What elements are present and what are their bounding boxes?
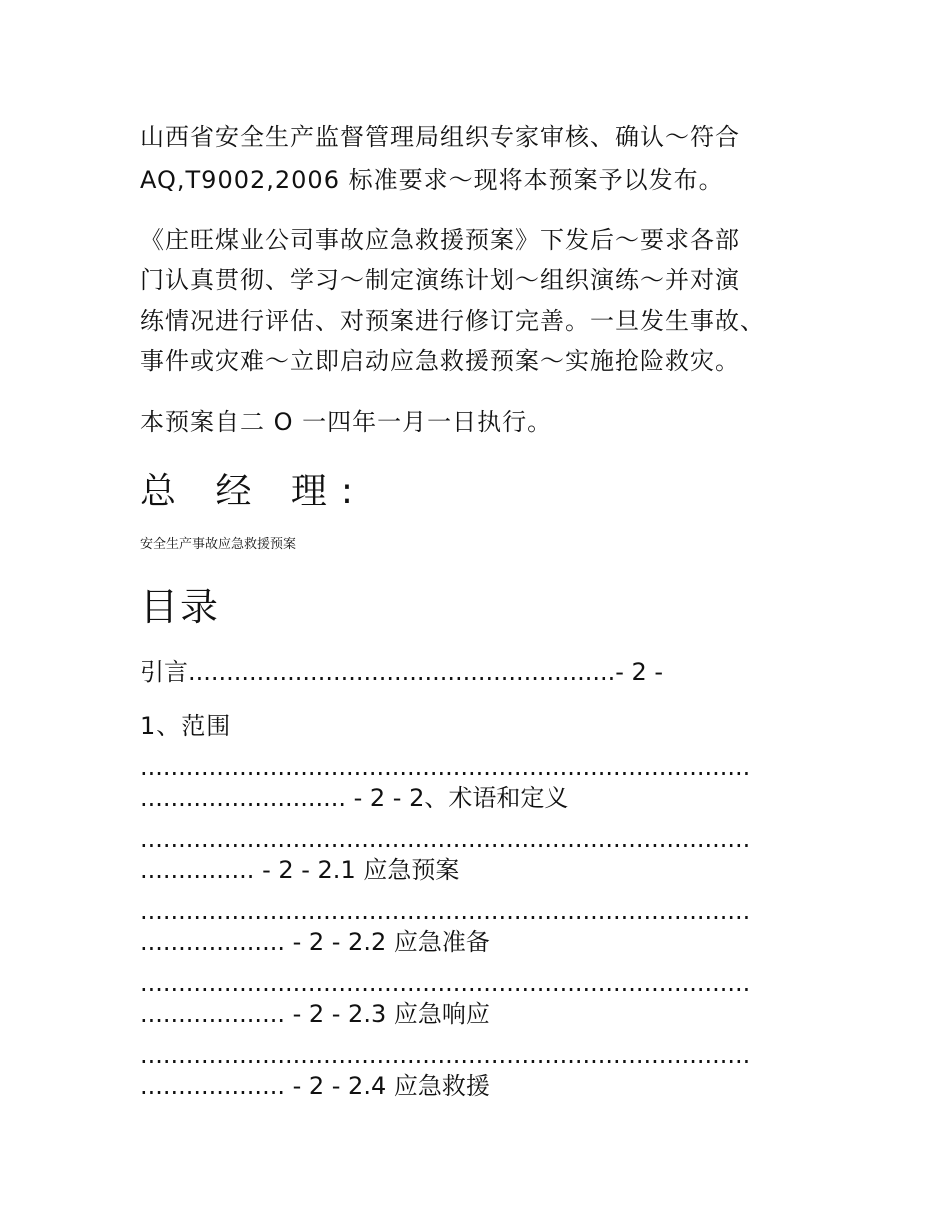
toc-entry[interactable]: ........................... - 2 - 2、术语和定义 xyxy=(140,784,569,812)
toc-entry[interactable]: 引言........................................................- 2 - xyxy=(140,658,664,686)
paragraph-line: 门认真贯彻、学习～制定演练计划～组织演练～并对演 xyxy=(140,266,740,294)
toc-entry[interactable]: ................... - 2 - 2.4 应急救援 xyxy=(140,1072,490,1100)
toc-entry[interactable]: ................... - 2 - 2.2 应急准备 xyxy=(140,928,490,956)
toc-entry[interactable]: 1、范围 xyxy=(140,712,232,740)
toc-dot-leader: ................................................................................ xyxy=(140,897,751,925)
toc-entry[interactable]: ................... - 2 - 2.3 应急响应 xyxy=(140,1000,490,1028)
toc-dot-leader: ................................................................................ xyxy=(140,753,751,781)
paragraph-line: 练情况进行评估、对预案进行修订完善。一旦发生事故、 xyxy=(140,307,765,335)
paragraph-line: 山西省安全生产监督管理局组织专家审核、确认～符合 xyxy=(140,123,740,151)
toc-dot-leader: ................................................................................ xyxy=(140,1041,751,1069)
paragraph-line: 事件或灾难～立即启动应急救援预案～实施抢险救灾。 xyxy=(140,347,740,375)
toc-entry[interactable]: ............... - 2 - 2.1 应急预案 xyxy=(140,856,460,884)
toc-dot-leader: ................................................................................ xyxy=(140,825,751,853)
toc-heading: 目录 xyxy=(140,585,221,629)
document-subtitle: 安全生产事故应急救援预案 xyxy=(140,537,297,552)
paragraph-line: 《庄旺煤业公司事故应急救援预案》下发后～要求各部 xyxy=(140,226,740,254)
paragraph-line: AQ,T9002,2006 标准要求～现将本预案予以发布。 xyxy=(140,166,724,194)
signature-label: 总 经 理: xyxy=(140,471,368,512)
paragraph-line: 本预案自二 O 一四年一月一日执行。 xyxy=(140,408,553,436)
toc-dot-leader: ................................................................................ xyxy=(140,969,751,997)
